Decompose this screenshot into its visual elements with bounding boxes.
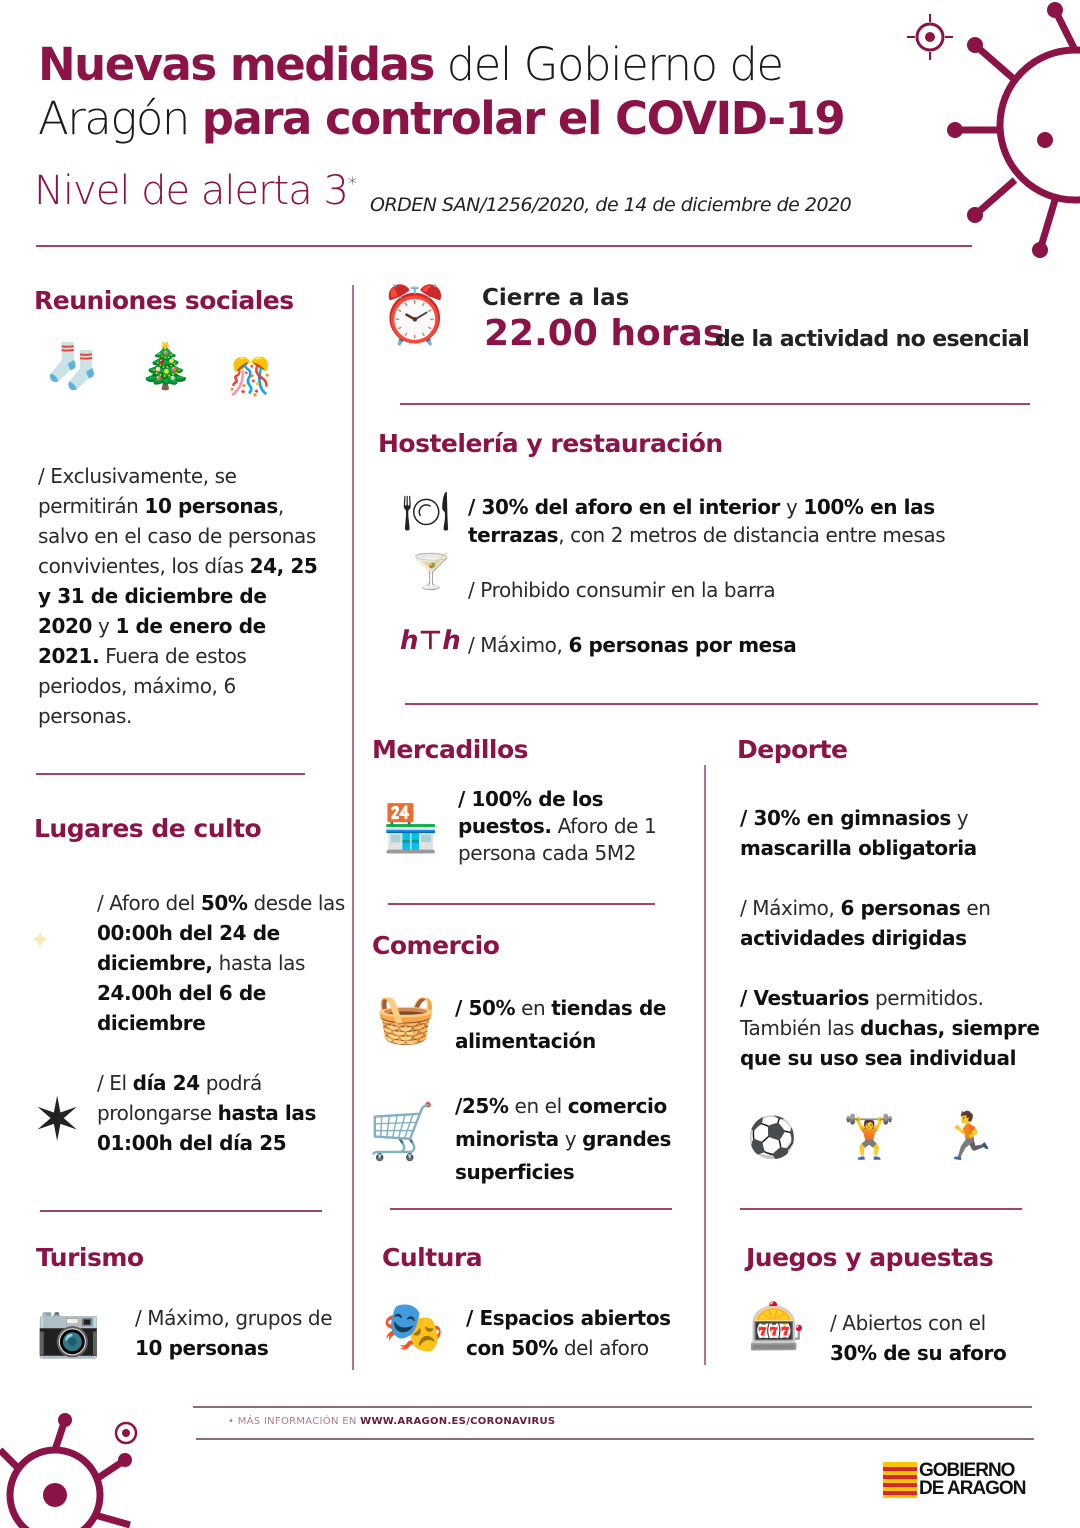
- deporte-item-1: [740, 803, 1060, 863]
- text-segment: / Máximo,: [740, 896, 841, 920]
- text-segment: 10 personas: [135, 1336, 269, 1360]
- text-segment: actividades dirigidas: [740, 926, 967, 950]
- title-line-2: [38, 92, 918, 146]
- runner-icon: 🏃: [940, 1109, 998, 1163]
- deporte-item-2: [740, 893, 1060, 953]
- culto-text-2: [97, 1068, 337, 1158]
- section-title-reuniones: Reuniones sociales: [34, 286, 294, 315]
- text-segment: desde las: [247, 891, 345, 915]
- soccer-ball-icon: ⚽: [747, 1115, 797, 1161]
- text-segment: 50%: [200, 891, 248, 915]
- juegos-text: [830, 1308, 1030, 1368]
- logo-line-1: GOBIERNO: [919, 1460, 1015, 1481]
- column-divider: [704, 765, 706, 1365]
- text-segment: podrá prolongarse: [97, 1071, 262, 1125]
- text-segment: grandes superficies: [455, 1127, 672, 1184]
- section-title-juegos: Juegos y apuestas: [746, 1243, 994, 1272]
- text-segment: 30% de su aforo: [830, 1341, 1007, 1365]
- virus-decoration-icon: [945, 0, 1080, 260]
- text-segment: / El: [97, 1071, 133, 1095]
- stocking-icon: 🧦: [45, 341, 100, 392]
- cocktail-icon: 🍸: [410, 552, 453, 592]
- text-segment: y: [92, 614, 116, 638]
- text-segment: / 50%: [455, 996, 516, 1020]
- text-segment: 1 de enero de 2021.: [38, 614, 266, 668]
- light-sparkle-icon: ✦: [30, 926, 51, 954]
- more-info: • MÁS INFORMACIÓN EN WWW.ARAGON.ES/CORONAVIRUS: [228, 1416, 556, 1427]
- cierre-rest: de la actividad no esencial: [715, 327, 1030, 352]
- page-title: [38, 38, 918, 146]
- text-segment: 6 personas: [840, 896, 961, 920]
- hosteleria-item-3: [468, 630, 1028, 660]
- text-segment: 6 personas por mesa: [568, 633, 797, 657]
- cloche-icon: 🍽: [402, 489, 451, 533]
- star-icon: ✶: [32, 1085, 83, 1155]
- text-segment: 100% en las terrazas: [468, 495, 935, 547]
- market-stall-icon: 🏪: [382, 801, 440, 855]
- text-segment: / Prohibido consumir en la barra: [468, 578, 776, 602]
- theater-masks-icon: 🎭: [382, 1298, 445, 1356]
- text-segment: día 24: [132, 1071, 200, 1095]
- shopping-cart-icon: 🛒: [368, 1100, 436, 1163]
- ornaments-icon: 🎊: [228, 357, 273, 398]
- title-line-1: [38, 38, 918, 92]
- divider: [196, 1438, 1034, 1440]
- alert-level: [34, 168, 356, 214]
- text-segment: /25%: [455, 1094, 509, 1118]
- text-segment: 24, 25 y 31 de diciembre de 2020: [38, 554, 318, 638]
- text-segment: Nuevas medidas: [38, 38, 434, 91]
- section-title-cultura: Cultura: [382, 1243, 483, 1272]
- more-info-label: MÁS INFORMACIÓN EN: [237, 1416, 361, 1427]
- camera-icon: 📷: [36, 1301, 101, 1361]
- text-segment: / Vestuarios: [740, 986, 869, 1010]
- text-segment: hasta las: [212, 951, 306, 975]
- section-title-culto: Lugares de culto: [34, 814, 262, 843]
- text-segment: 10 personas: [144, 494, 278, 518]
- text-segment: / Máximo, grupos de: [135, 1306, 333, 1330]
- alert-footnote-mark: *: [347, 173, 356, 195]
- comercio-item-2: [455, 1090, 700, 1189]
- virus-small-bottom-icon: [108, 1415, 144, 1451]
- grocery-basket-icon: 🧺: [376, 991, 436, 1047]
- alert-level-text: Nivel de alerta 3: [34, 168, 348, 214]
- cierre-line1: Cierre a las: [482, 285, 630, 311]
- text-segment: 24.00h del 6 de diciembre: [97, 981, 266, 1035]
- deporte-item-3: [740, 983, 1070, 1073]
- text-segment: y: [558, 1127, 583, 1151]
- text-segment: Aforo de 1 persona cada 5M2: [458, 814, 657, 865]
- section-title-comercio: Comercio: [372, 931, 500, 960]
- text-segment: del aforo: [557, 1336, 649, 1360]
- text-segment: en: [515, 996, 552, 1020]
- text-segment: / Abiertos con el: [830, 1311, 986, 1335]
- divider: [388, 903, 655, 905]
- culto-text-1: [97, 888, 347, 1038]
- poker-chips-icon: 🎰: [748, 1299, 806, 1353]
- gobierno-aragon-logo: [883, 1462, 1025, 1498]
- comercio-item-1: [455, 992, 695, 1058]
- text-segment: mascarilla obligatoria: [740, 836, 977, 860]
- mercadillos-text: [458, 786, 673, 867]
- text-segment: permitidos. También las: [740, 986, 984, 1040]
- text-segment: / 100% de los puestos.: [458, 787, 604, 838]
- text-segment: para controlar el COVID-19: [201, 92, 845, 145]
- logo-line-2: DE ARAGON: [919, 1478, 1026, 1499]
- divider: [405, 703, 1038, 705]
- hosteleria-item-1: [468, 493, 1028, 549]
- text-segment: / Espacios abiertos con 50%: [466, 1306, 671, 1360]
- section-title-deporte: Deporte: [737, 735, 848, 764]
- weightlifter-icon: 🏋: [843, 1112, 896, 1161]
- cierre-time: 22.00 horas: [484, 313, 725, 354]
- text-segment: hasta las 01:00h del día 25: [97, 1101, 316, 1155]
- hosteleria-item-2: [468, 575, 1028, 605]
- text-segment: / 30% en gimnasios: [740, 806, 951, 830]
- cultura-text: [466, 1303, 696, 1363]
- alarm-clock-icon: ⏰: [380, 283, 450, 348]
- text-segment: comercio minorista: [455, 1094, 667, 1151]
- section-title-turismo: Turismo: [36, 1243, 144, 1272]
- section-title-mercadillos: Mercadillos: [372, 735, 529, 764]
- divider: [36, 245, 972, 247]
- divider: [390, 1208, 672, 1210]
- text-segment: / Exclusivamente, se permitirán: [38, 464, 237, 518]
- text-segment: Aragón: [38, 92, 202, 145]
- text-segment: / Aforo del: [97, 891, 201, 915]
- order-reference: ORDEN SAN/1256/2020, de 14 de diciembre de 2020: [370, 194, 852, 216]
- text-segment: y: [950, 806, 969, 830]
- reuniones-text: [38, 461, 323, 731]
- more-info-link[interactable]: WWW.ARAGON.ES/CORONAVIRUS: [360, 1416, 556, 1427]
- section-title-hosteleria: Hostelería y restauración: [378, 429, 723, 458]
- table-chairs-icon: ℎ⊤ℎ: [400, 626, 461, 656]
- text-segment: tiendas de alimentación: [455, 996, 667, 1053]
- divider: [36, 773, 305, 775]
- text-segment: / Máximo,: [468, 633, 569, 657]
- text-segment: duchas, siempre que su uso sea individual: [740, 1016, 1040, 1070]
- text-segment: en: [960, 896, 991, 920]
- text-segment: / 30% del aforo en el interior: [468, 495, 780, 519]
- text-segment: 00:00h del 24 de diciembre,: [97, 921, 280, 975]
- text-segment: , salvo en el caso de personas convivientes, los días: [38, 494, 316, 578]
- turismo-text: [135, 1303, 335, 1363]
- text-segment: en el: [508, 1094, 568, 1118]
- text-segment: del Gobierno de: [433, 38, 783, 91]
- text-segment: , con 2 metros de distancia entre mesas: [558, 523, 946, 547]
- aragon-flag-icon: [883, 1462, 917, 1498]
- divider: [400, 403, 1030, 405]
- divider: [193, 1406, 1032, 1408]
- text-segment: y: [780, 495, 804, 519]
- text-segment: Fuera de estos periodos, máximo, 6 personas.: [38, 644, 247, 728]
- christmas-tree-icon: 🎄: [138, 341, 193, 392]
- divider: [40, 1210, 322, 1212]
- divider: [740, 1208, 1022, 1210]
- column-divider: [352, 285, 354, 1370]
